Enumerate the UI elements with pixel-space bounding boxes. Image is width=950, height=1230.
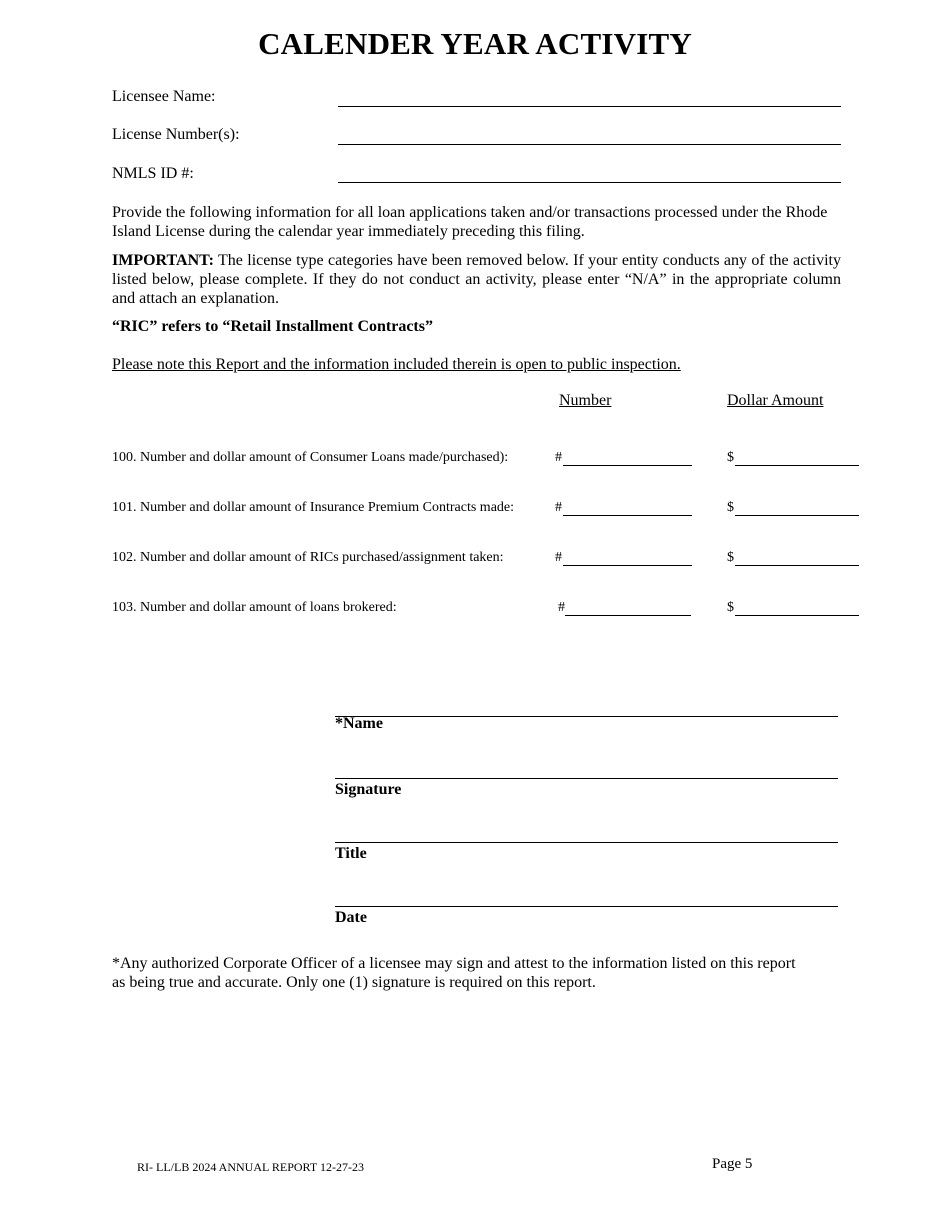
public-inspection-note: Please note this Report and the information included therein is open to public inspection. bbox=[112, 356, 681, 373]
row-100-hash: # bbox=[555, 450, 562, 465]
row-102-hash: # bbox=[555, 550, 562, 565]
ric-note: “RIC” refers to “Retail Installment Contracts” bbox=[112, 318, 433, 335]
signature-line[interactable] bbox=[335, 778, 838, 779]
license-number-field[interactable] bbox=[338, 144, 841, 145]
row-101-dollar-sign: $ bbox=[727, 500, 734, 515]
row-101-number-field[interactable] bbox=[563, 515, 692, 516]
row-102-dollar-sign: $ bbox=[727, 550, 734, 565]
date-label: Date bbox=[335, 909, 367, 926]
row-103-label: 103. Number and dollar amount of loans brokered: bbox=[112, 600, 397, 615]
important-label: IMPORTANT: bbox=[112, 252, 214, 269]
nmls-id-label: NMLS ID #: bbox=[112, 165, 194, 182]
dollar-amount-column-header: Dollar Amount bbox=[727, 392, 824, 409]
licensee-name-field[interactable] bbox=[338, 106, 841, 107]
row-103-number-field[interactable] bbox=[565, 615, 691, 616]
page-title: CALENDER YEAR ACTIVITY bbox=[258, 26, 692, 61]
signature-label: Signature bbox=[335, 781, 402, 798]
number-column-header: Number bbox=[559, 392, 612, 409]
page-number: Page 5 bbox=[712, 1156, 753, 1172]
form-identifier: RI- LL/LB 2024 ANNUAL REPORT 12-27-23 bbox=[137, 1160, 364, 1174]
row-101-dollar-field[interactable] bbox=[735, 515, 859, 516]
license-number-label: License Number(s): bbox=[112, 126, 240, 143]
authorized-officer-footnote: *Any authorized Corporate Officer of a licensee may sign and attest to the information listed on this report as being true and accurate. Only one (1) signature is required on this report. bbox=[112, 955, 796, 991]
row-101-hash: # bbox=[555, 500, 562, 515]
row-103-hash: # bbox=[558, 600, 565, 615]
intro-paragraph: Provide the following information for all loan applications taken and/or transactions processed under the Rhode Island License during the calendar year immediately preceding this filing. bbox=[112, 204, 828, 240]
row-100-number-field[interactable] bbox=[563, 465, 692, 466]
nmls-id-field[interactable] bbox=[338, 182, 841, 183]
row-102-label: 102. Number and dollar amount of RICs purchased/assignment taken: bbox=[112, 550, 504, 565]
row-101-label: 101. Number and dollar amount of Insurance Premium Contracts made: bbox=[112, 500, 515, 515]
row-103-dollar-sign: $ bbox=[727, 600, 734, 615]
row-100-dollar-field[interactable] bbox=[735, 465, 859, 466]
row-103-dollar-field[interactable] bbox=[735, 615, 859, 616]
licensee-name-label: Licensee Name: bbox=[112, 88, 216, 105]
row-100-label: 100. Number and dollar amount of Consumer Loans made/purchased): bbox=[112, 450, 509, 465]
name-label: *Name bbox=[335, 715, 383, 732]
row-102-number-field[interactable] bbox=[563, 565, 692, 566]
row-100-dollar-sign: $ bbox=[727, 450, 734, 465]
title-label: Title bbox=[335, 845, 367, 862]
row-102-dollar-field[interactable] bbox=[735, 565, 859, 566]
name-signature-line[interactable] bbox=[335, 716, 838, 717]
date-signature-line[interactable] bbox=[335, 906, 838, 907]
important-text: The license type categories have been removed below. If your entity conducts any of the activity listed below, please complete. If they do not conduct an activity, please enter “N/A” in the appropriate column and attach an explanation. bbox=[112, 252, 841, 307]
title-signature-line[interactable] bbox=[335, 842, 838, 843]
important-paragraph bbox=[112, 251, 841, 308]
